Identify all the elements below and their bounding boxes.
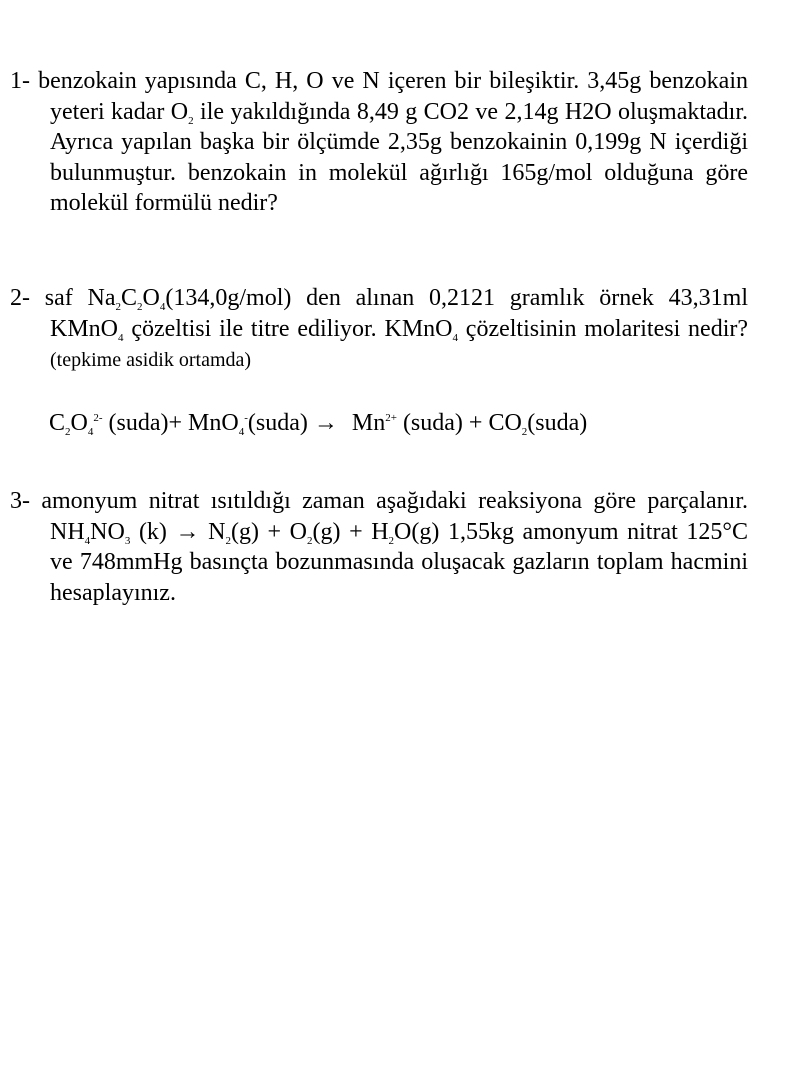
question-3-number: 3-	[10, 488, 30, 514]
question-1-text-cont: ile yakıldığında 8,49 g CO2 ve 2,14g H2O oluşmaktadır. Ayrıca yapılan başka bir ölçümde 2,35g benzokainin 0,199g N içerdiği bulunmuştur. benzokain in molekül ağırlığı 165g/mol olduğuna göre molekül formülü nedir?	[50, 98, 748, 216]
subscript: 4	[87, 426, 94, 438]
formula-part: O	[142, 285, 160, 311]
charge: -	[244, 412, 248, 424]
subscript: 2	[388, 534, 395, 547]
question-2-number: 2-	[10, 285, 30, 311]
question-2-note: (tepkime asidik ortamda)	[50, 349, 252, 371]
formula-part: NO	[90, 518, 125, 545]
question-2	[10, 283, 748, 376]
question-2-text-cont: (134,0g/mol) den alınan 0,2121 gramlık örnek 43,31ml KMnO	[50, 285, 748, 342]
subscript: 3	[124, 534, 131, 547]
question-3-text: amonyum nitrat ısıtıldığı zaman aşağıdaki reaksiyona göre parçalanır. NH	[41, 488, 748, 545]
equation-part: (suda) + CO	[396, 410, 522, 436]
question-3	[10, 486, 748, 608]
charge: 2+	[385, 412, 397, 424]
subscript: 2	[137, 301, 143, 313]
subscript: 2	[521, 426, 528, 438]
subscript: 2	[188, 114, 194, 127]
formula-part: (g) + H	[312, 518, 389, 545]
subscript: 4	[238, 426, 245, 438]
redox-equation	[49, 408, 587, 438]
equation-part: C	[49, 410, 66, 436]
charge: 2-	[93, 412, 103, 424]
subscript: 4	[159, 301, 166, 313]
formula-part: (g) + O	[230, 518, 307, 545]
subscript: 2	[115, 301, 122, 313]
question-1-text: benzokain yapısında C, H, O ve N içeren bir bileşiktir. 3,45g benzokain yeteri kadar O	[38, 68, 749, 125]
reaction-arrow: →	[313, 410, 338, 436]
question-2-text: saf Na	[44, 285, 116, 311]
equation-part: Mn	[351, 410, 386, 436]
subscript: 4	[118, 331, 124, 344]
question-1	[10, 66, 748, 219]
subscript: 2	[225, 534, 231, 547]
question-3-text-cont: O(g) 1,55kg amonyum nitrat 125°C ve 748mmHg basınçta bozunmasında oluşacak gazların toplam hacmini hesaplayınız.	[50, 518, 748, 606]
formula-part: C	[121, 285, 138, 311]
equation-part: (suda)	[247, 410, 308, 436]
equation-part: (suda)	[527, 410, 588, 436]
subscript: 2	[65, 426, 71, 438]
equation-part: (suda)+ MnO	[102, 410, 239, 436]
subscript: 4	[452, 331, 458, 344]
formula-part: (k) → N	[130, 518, 226, 545]
question-1-number: 1-	[10, 68, 30, 94]
question-2-text-cont: çözeltisinin molaritesi nedir?	[458, 315, 749, 342]
question-2-text-cont: çözeltisi ile titre ediliyor. KMnO	[123, 315, 453, 342]
subscript: 2	[307, 534, 313, 547]
equation-part: O	[70, 410, 88, 436]
subscript: 4	[84, 534, 91, 547]
